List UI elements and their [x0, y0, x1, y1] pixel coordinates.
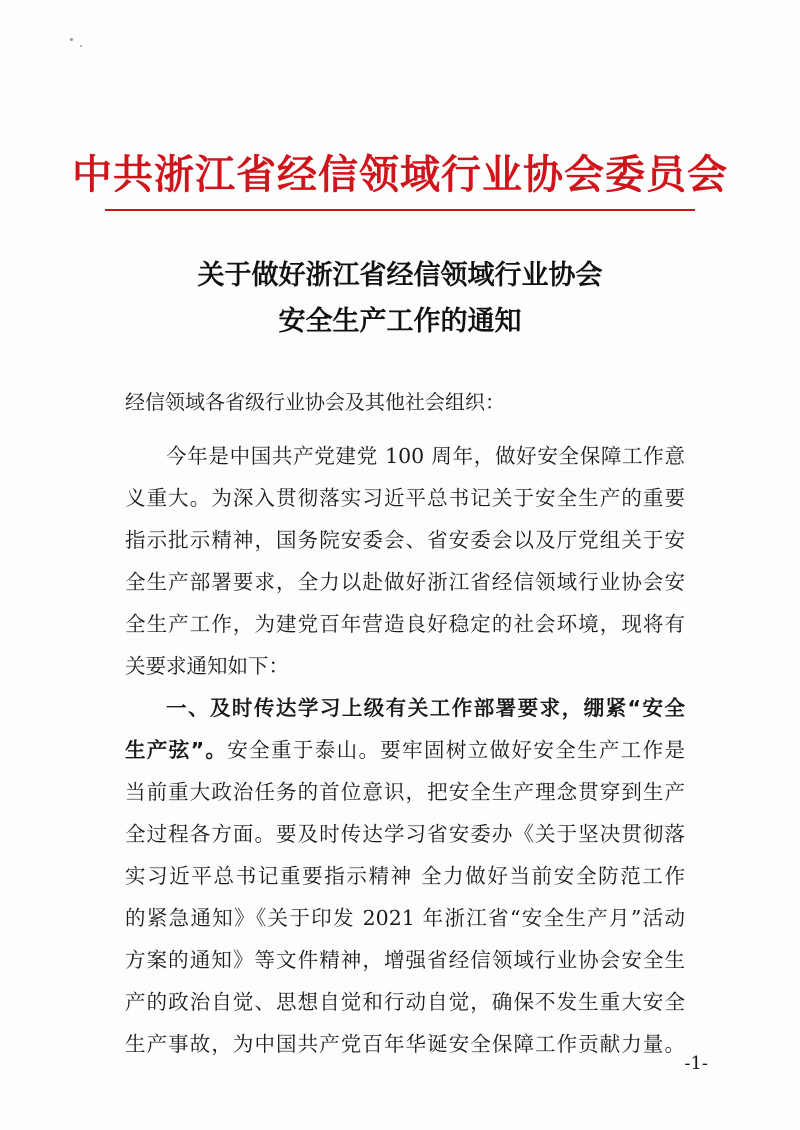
paragraph-line: 今年是中国共产党建党 100 周年，做好安全保障工作意	[166, 444, 685, 468]
section-heading-line	[166, 690, 685, 726]
section-line: 的紧急通知》《关于印发 2021 年浙江省“安全生产月”活动	[125, 906, 685, 930]
section-line: 方案的通知》等文件精神，增强省经信领域行业协会安全生	[125, 948, 685, 972]
salutation: 经信领域各省级行业协会及其他社会组织：	[125, 390, 505, 414]
section-line: 生产事故，为中国共产党百年华诞安全保障工作贡献力量。	[125, 1032, 685, 1056]
issuing-organization-header: 中共浙江省经信领域行业协会委员会	[72, 152, 728, 198]
section-line	[125, 732, 685, 768]
paragraph-line: 全生产部署要求，全力以赴做好浙江省经信领域行业协会安	[125, 570, 685, 594]
paragraph-line: 义重大。为深入贯彻落实习近平总书记关于安全生产的重要	[125, 486, 685, 510]
scan-speck	[70, 38, 73, 41]
section-line: 产的政治自觉、思想自觉和行动自觉，确保不发生重大安全	[125, 990, 685, 1014]
section-line: 全过程各方面。要及时传达学习省安委办《关于坚决贯彻落	[125, 822, 685, 846]
section-heading-part-2: 生产弦”。	[125, 738, 228, 762]
section-heading-part-1: 一、及时传达学习上级有关工作部署要求，绷紧“安全	[166, 696, 685, 720]
paragraph-line: 关要求通知如下：	[125, 654, 289, 678]
section-text: 安全重于泰山。要牢固树立做好安全生产工作是	[227, 738, 685, 762]
paragraph-line: 全生产工作，为建党百年营造良好稳定的社会环境，现将有	[125, 612, 685, 636]
scan-speck	[80, 45, 82, 47]
section-line: 当前重大政治任务的首位意识，把安全生产理念贯穿到生产	[125, 780, 685, 804]
page-number: -1-	[684, 1053, 708, 1074]
paragraph-line: 指示批示精神，国务院安委会、省安委会以及厅党组关于安	[125, 528, 685, 552]
section-line: 实习近平总书记重要指示精神 全力做好当前安全防范工作	[125, 864, 685, 888]
document-title-line-2: 安全生产工作的通知	[278, 306, 522, 337]
document-title-line-1: 关于做好浙江省经信领域行业协会	[197, 260, 603, 291]
red-header-rule	[105, 209, 695, 211]
